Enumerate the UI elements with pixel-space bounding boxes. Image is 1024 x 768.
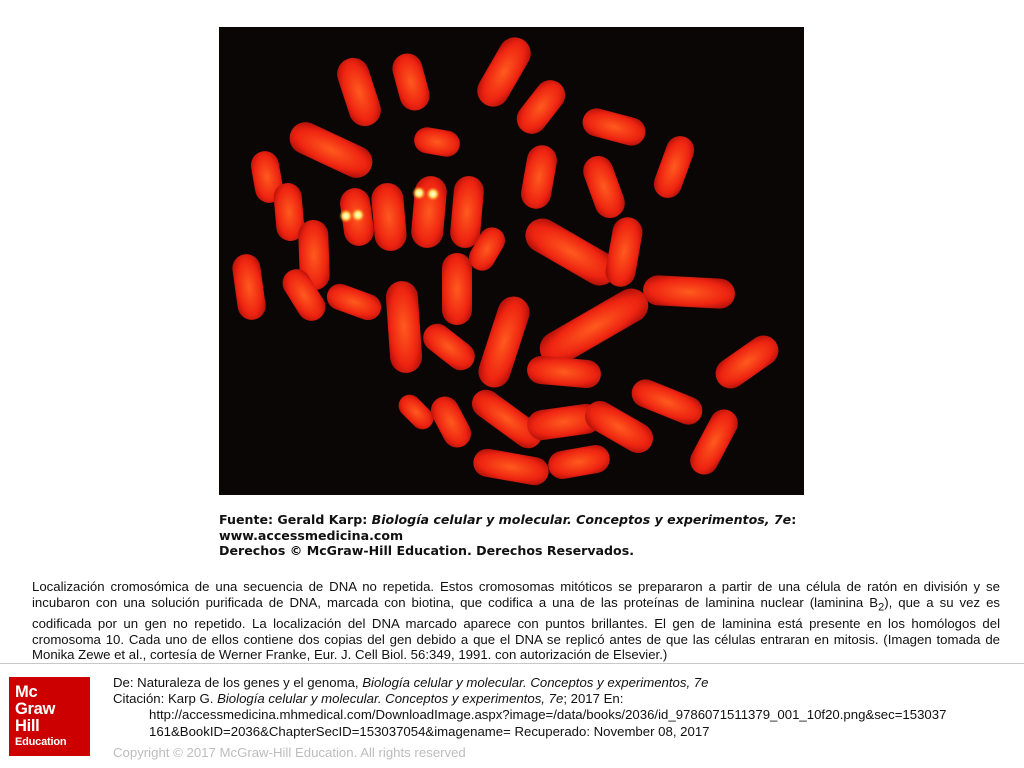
source-url: www.accessmedicina.com [219, 527, 404, 543]
chromosome [442, 253, 472, 325]
reference-from: De: Naturaleza de los genes y el genoma, Biología celular y molecular. Conceptos y experimentos, 7e [113, 675, 709, 690]
caption-text-start: Localización cromosómica de una secuencia de DNA no repetida. Estos cromosomas mitóticos se prepararon a partir de una célula de ratón en división y se incubaron con una solución purificada de DNA, marcada con biotina, que codifica a una de las proteínas de laminina nuclear (laminina B [32, 579, 1000, 610]
source-line: Fuente: Gerald Karp: Biología celular y molecular. Conceptos y experimentos, 7e: [219, 512, 797, 527]
source-book-title: Biología celular y molecular. Conceptos y experimentos, 7e [371, 512, 792, 527]
mcgraw-hill-logo: Mc Graw Hill Education [9, 677, 90, 756]
bright-spot [339, 209, 353, 223]
bright-spot [426, 187, 440, 201]
reference-block [113, 675, 1018, 740]
bright-spot [351, 208, 365, 222]
caption-text-end: ), que a su vez es codificada por un gen no repetido. La localización del DNA marcado aparece con puntos brillantes. El gen de laminina está presente en los homólogos del cromosoma 10. Cada uno de ellos contiene dos copias del gen debido a que el DNA se replicó antes de que las células entraran en mitosis. (Imagen tomada de Monika Zewe et al., cortesía de Werner Franke, Eur. J. Cell Biol. 56:349, 1991. con autorización de Elsevier.) [32, 594, 1001, 663]
from-book-title: Biología celular y molecular. Conceptos y experimentos, 7e [362, 675, 709, 690]
reference-citation: Citación: Karp G. Biología celular y molecular. Conceptos y experimentos, 7e; 2017 En: [113, 691, 624, 707]
chromosome [642, 275, 735, 310]
copyright-notice: Copyright © 2017 McGraw-Hill Education. All rights reserved [113, 745, 466, 760]
source-rights: Derechos © McGraw-Hill Education. Derechos Reservados. [219, 543, 634, 558]
chromosome [385, 280, 423, 374]
figure [219, 27, 804, 562]
reference-url-line-2: 161&BookID=2036&ChapterSecID=153037054&imagename= Recuperado: November 08, 2017 [149, 723, 710, 739]
footer-divider [0, 663, 1024, 664]
chromosome-micrograph [219, 27, 804, 495]
caption-subscript: 2 [878, 601, 885, 614]
figure-source [219, 512, 804, 559]
figure-caption [32, 579, 1000, 663]
reference-url-line-1: http://accessmedicina.mhmedical.com/DownloadImage.aspx?image=/data/books/2036/id_9786071511379_001_10f20.png&sec=153037 [149, 707, 947, 723]
citation-book-title: Biología celular y molecular. Conceptos y experimentos, 7e [217, 691, 564, 707]
bright-spot [412, 186, 426, 200]
